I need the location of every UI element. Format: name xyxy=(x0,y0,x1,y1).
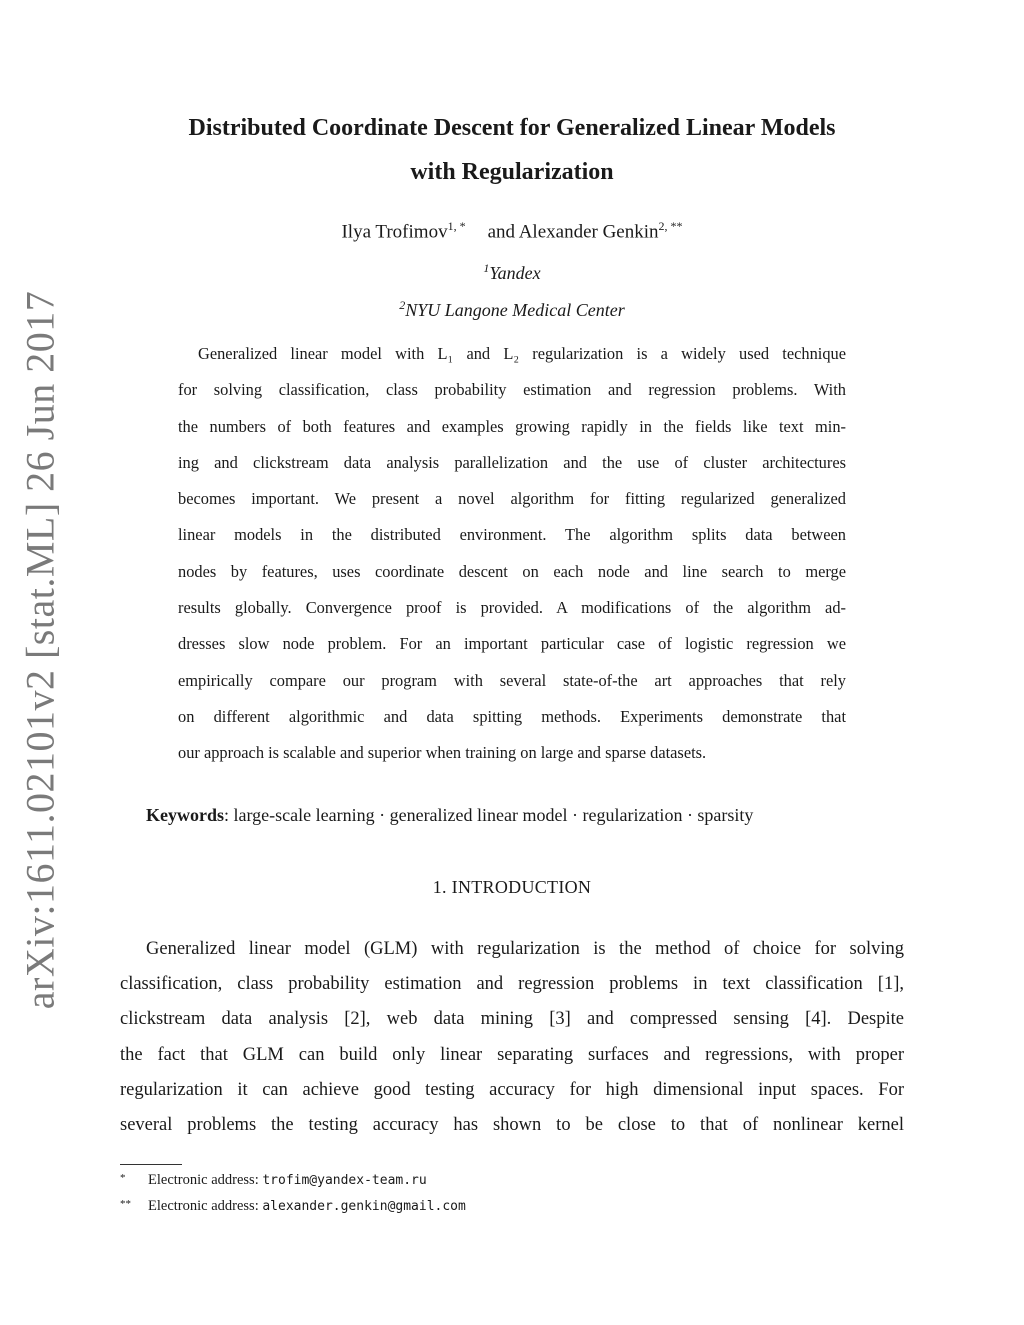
affiliation-2 xyxy=(100,298,924,321)
paper-title-line-1: Distributed Coordinate Descent for Generalized Linear Models xyxy=(188,115,836,141)
intro-line: classification, class probability estimation and regression problems in text classification [1], xyxy=(120,974,904,995)
keywords-text: : large-scale learning · generalized linear model · regularization · sparsity xyxy=(224,805,754,825)
author-list xyxy=(100,219,924,243)
section-heading-introduction: 1. INTRODUCTION xyxy=(432,877,592,897)
abstract-line: empirically compare our program with several state-of-the art approaches that rely xyxy=(178,670,846,690)
footnote-1-label: Electronic address: xyxy=(148,1172,263,1188)
author-2-affiliation-mark: 2, ** xyxy=(658,219,683,233)
affiliation-2-mark: 2 xyxy=(399,298,406,312)
footnote-2-email: alexander.genkin@gmail.com xyxy=(262,1199,466,1214)
footnote-1-email: trofim@yandex-team.ru xyxy=(262,1173,427,1188)
abstract-line: nodes by features, uses coordinate descent on each node and line search to merge xyxy=(178,561,846,581)
abstract xyxy=(178,341,846,777)
footnote-2-label: Electronic address: xyxy=(148,1198,263,1214)
intro-line: Generalized linear model (GLM) with regularization is the method of choice for solving xyxy=(146,939,904,959)
affiliation-1-mark: 1 xyxy=(483,261,490,275)
abstract-line: results globally. Convergence proof is provided. A modifications of the algorithm ad- xyxy=(178,598,846,618)
footnote-1-mark: * xyxy=(120,1172,126,1184)
keywords xyxy=(146,805,906,826)
author-1-affiliation-mark: 1, * xyxy=(447,219,466,233)
footnote-2 xyxy=(120,1198,466,1215)
abstract-line: becomes important. We present a novel algorithm for fitting regularized generalized xyxy=(178,489,846,509)
intro-line: several problems the testing accuracy has shown to be close to that of nonlinear kernel xyxy=(120,1114,904,1135)
footnote-rule xyxy=(120,1164,182,1165)
intro-line: clickstream data analysis [2], web data mining [3] and compressed sensing [4]. Despite xyxy=(120,1009,904,1030)
abstract-line: dresses slow node problem. For an important particular case of logistic regression we xyxy=(178,634,846,654)
intro-line: the fact that GLM can build only linear separating surfaces and regressions, with proper xyxy=(120,1044,904,1065)
abstract-line: for solving classification, class probability estimation and regression problems. With xyxy=(178,380,846,400)
abstract-line: our approach is scalable and superior when training on large and sparse datasets. xyxy=(178,743,707,763)
abstract-line: ing and clickstream data analysis parallelization and the use of cluster architectures xyxy=(178,452,846,472)
introduction-paragraph xyxy=(120,935,904,1146)
abstract-line: on different algorithmic and data spitting methods. Experiments demonstrate that xyxy=(178,706,846,726)
affiliation-1-name: Yandex xyxy=(489,263,541,283)
footnote-2-mark: ** xyxy=(120,1198,131,1210)
affiliation-2-name: NYU Langone Medical Center xyxy=(405,300,625,320)
footnote-1 xyxy=(120,1172,427,1189)
abstract-line: the numbers of both features and examples growing rapidly in the fields like text min- xyxy=(178,416,846,436)
arxiv-identifier-stamp: arXiv:1611.02101v2 [stat.ML] 26 Jun 2017 xyxy=(17,290,63,1010)
abstract-line: linear models in the distributed environment. The algorithm splits data between xyxy=(178,525,846,545)
keywords-label: Keywords xyxy=(146,805,224,825)
author-2-name: and Alexander Genkin xyxy=(487,221,659,243)
abstract-line: Generalized linear model with L₁ and L₂ regularization is a widely used technique xyxy=(198,344,846,363)
author-1-name: Ilya Trofimov xyxy=(341,221,448,243)
intro-line: regularization it can achieve good testing accuracy for high dimensional input spaces. For xyxy=(120,1079,904,1100)
paper-title-line-2: with Regularization xyxy=(410,159,614,185)
affiliation-1 xyxy=(100,261,924,284)
